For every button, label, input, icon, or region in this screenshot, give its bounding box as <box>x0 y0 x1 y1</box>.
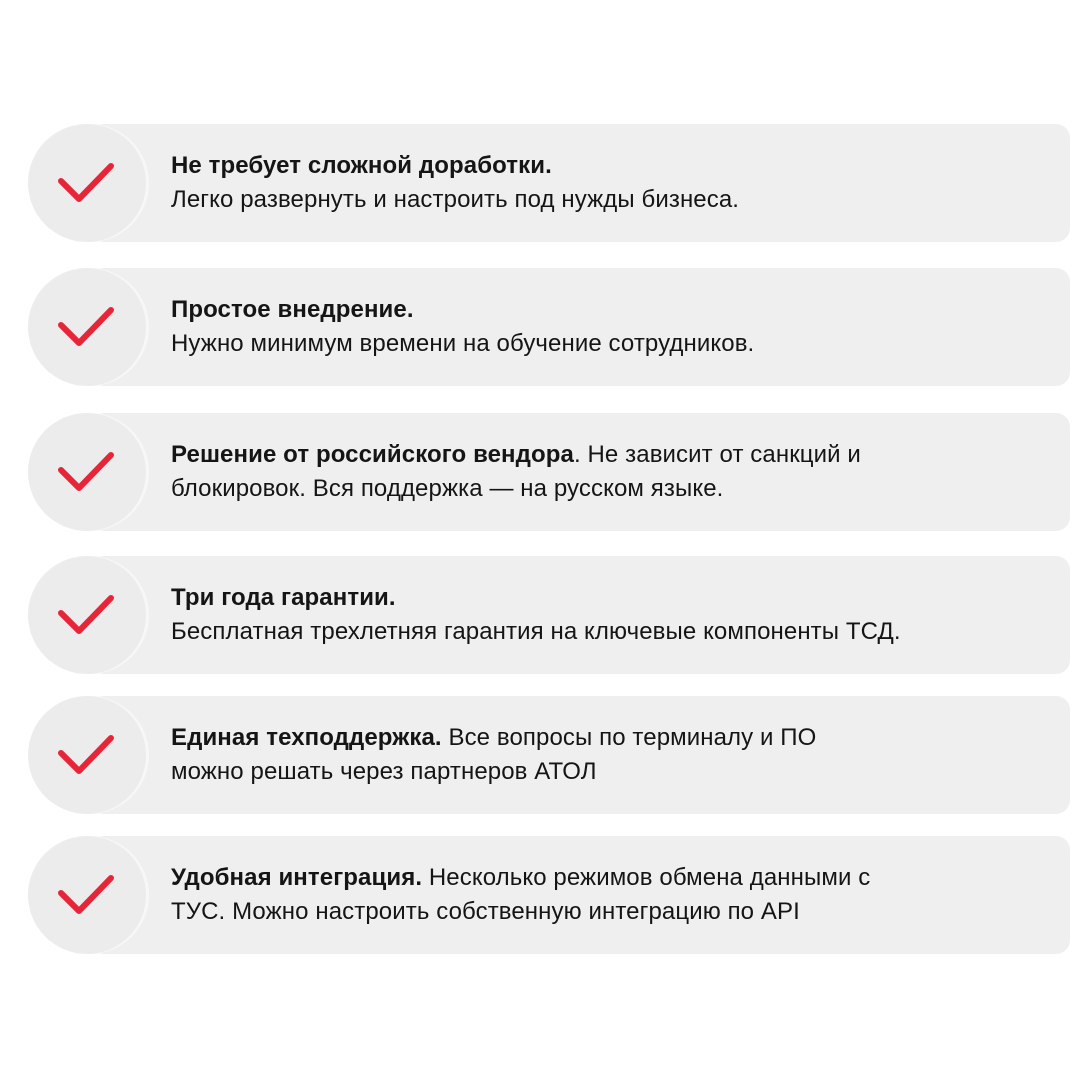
checkmark-icon <box>57 872 115 918</box>
benefit-card-5 <box>28 696 1070 814</box>
benefit-text <box>171 149 1040 217</box>
benefit-text <box>171 581 1040 649</box>
benefit-description: . Не зависит от санкций и <box>573 441 861 468</box>
benefit-line-1 <box>171 149 1040 183</box>
benefit-title: Три года гарантии. <box>171 584 396 611</box>
benefit-title: Удобная интеграция. <box>171 864 423 891</box>
benefit-description: Нужно минимум времени на обучение сотрудников. <box>171 330 755 357</box>
checkmark-icon <box>57 592 115 638</box>
checkmark-icon <box>57 304 115 350</box>
benefit-line-2 <box>171 755 1040 789</box>
benefit-title: Единая техподдержка. <box>171 724 442 751</box>
benefit-description: Бесплатная трехлетняя гарантия на ключевые компоненты ТСД. <box>171 618 901 645</box>
check-badge <box>28 268 146 386</box>
benefit-card-6 <box>28 836 1070 954</box>
check-badge <box>28 556 146 674</box>
benefit-line-2 <box>171 615 1040 649</box>
check-badge <box>28 836 146 954</box>
benefit-title: Не требует сложной доработки. <box>171 152 552 179</box>
check-badge <box>28 413 146 531</box>
benefit-card-3 <box>28 413 1070 531</box>
benefit-text <box>171 721 1040 789</box>
benefit-title: Решение от российского вендора <box>171 441 574 468</box>
benefit-title: Простое внедрение. <box>171 296 414 323</box>
benefit-text <box>171 293 1040 361</box>
benefit-description: Все вопросы по терминалу и ПО <box>441 724 817 751</box>
benefit-card-1 <box>28 124 1070 242</box>
benefit-card-4 <box>28 556 1070 674</box>
benefit-description: ТУС. Можно настроить собственную интеграцию по API <box>171 898 800 925</box>
checkmark-icon <box>57 732 115 778</box>
checkmark-icon <box>57 160 115 206</box>
benefit-line-1 <box>171 721 1040 755</box>
benefit-line-1 <box>171 581 1040 615</box>
benefit-line-2 <box>171 327 1040 361</box>
checkmark-icon <box>57 449 115 495</box>
benefit-text <box>171 861 1040 929</box>
check-badge <box>28 124 146 242</box>
benefit-description: можно решать через партнеров АТОЛ <box>171 758 597 785</box>
benefit-text <box>171 438 1040 506</box>
benefit-line-2 <box>171 472 1040 506</box>
benefit-description: блокировок. Вся поддержка — на русском языке. <box>171 475 724 502</box>
check-badge <box>28 696 146 814</box>
benefit-card-2 <box>28 268 1070 386</box>
benefit-line-2 <box>171 895 1040 929</box>
benefit-line-2 <box>171 183 1040 217</box>
benefit-line-1 <box>171 438 1040 472</box>
benefit-description: Легко развернуть и настроить под нужды бизнеса. <box>171 186 740 213</box>
benefit-line-1 <box>171 293 1040 327</box>
benefit-line-1 <box>171 861 1040 895</box>
benefit-description: Несколько режимов обмена данными с <box>422 864 871 891</box>
